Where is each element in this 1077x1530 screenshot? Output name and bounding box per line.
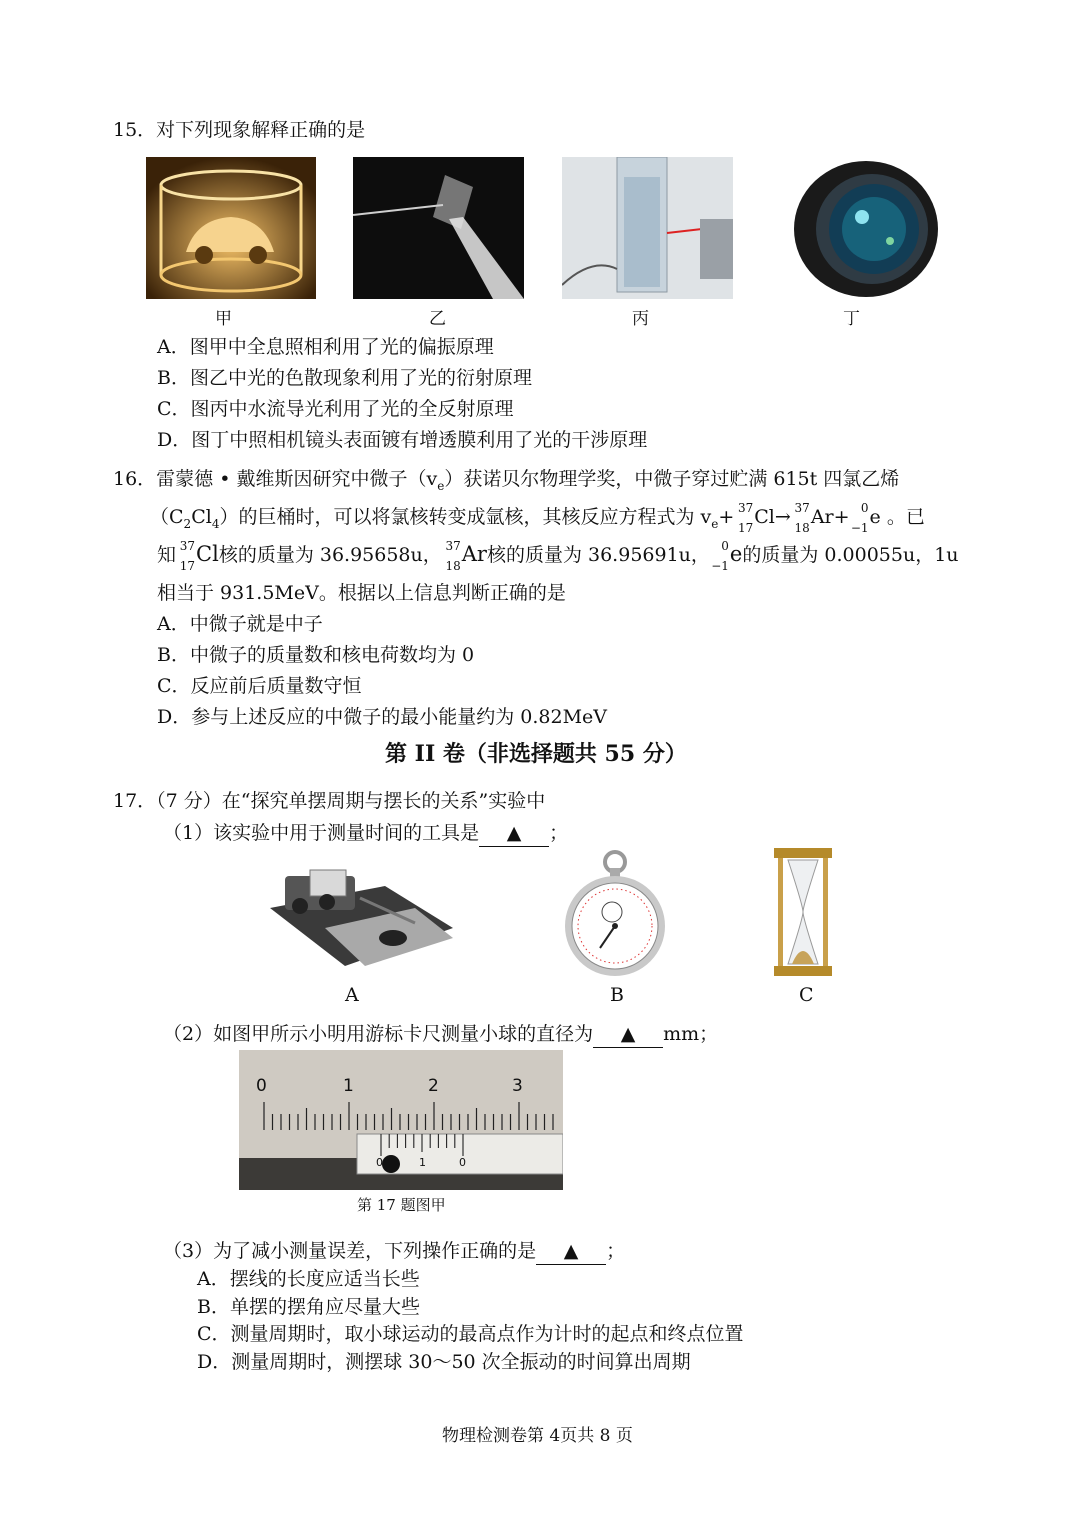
q16-option-c: C．反应前后质量数守恒 — [157, 675, 362, 697]
camera-lens-photo — [766, 157, 938, 299]
q15-option-a: A．图甲中全息照相利用了光的偏振原理 — [157, 336, 494, 358]
tool-label-a: A — [345, 984, 359, 1006]
q17-part3: （3）为了减小测量误差，下列操作正确的是 ▲ ； — [163, 1238, 625, 1265]
q17-part3-option-a: A．摆线的长度应适当长些 — [197, 1268, 420, 1290]
q16-line3: 知 37 17 Cl核的质量为 36.95658u， 37 18 Ar核的质量为 36.95691u， 0 −1 e的质量为 0.00055u，1u — [157, 539, 959, 573]
q15-option-c: C．图丙中水流导光利用了光的全反射原理 — [157, 398, 514, 420]
vernier-scale-0: 0 — [376, 1156, 383, 1169]
q17-part2: （2）如图甲所示小明用游标卡尺测量小球的直径为 ▲ mm； — [163, 1021, 718, 1048]
cl-nuclide: 37 17 — [737, 501, 754, 535]
caption-jia: 甲 — [215, 309, 232, 329]
vernier-scale-end: 0 — [459, 1156, 466, 1169]
figure-caption: 第 17 题图甲 — [357, 1196, 446, 1214]
q16-option-d: D．参与上述反应的中微子的最小能量约为 0.82MeV — [157, 706, 607, 728]
ar-nuclide: 37 18 — [794, 501, 810, 535]
caption-bing: 丙 — [632, 309, 649, 329]
q16-option-b: B．中微子的质量数和核电荷数均为 0 — [157, 644, 475, 666]
q17-part3-option-c: C．测量周期时，取小球运动的最高点作为计时的起点和终点位置 — [197, 1323, 744, 1345]
q16-line2: $(C_2Cl_4)$的巨桶时，可以将氯核转变成氩核，其核反应方程式为 $v_e+$ 37 17 Cl→ 37 18 Ar+ 0 −1 e 。已 — [150, 501, 925, 535]
caption-yi: 乙 — [429, 309, 446, 329]
main-scale-0: 0 — [256, 1076, 267, 1096]
section-2-title: 第 II 卷（非选择题共 55 分） — [385, 741, 687, 767]
q16-line1: 16．雷蒙德 • 戴维斯因研究中微子$(v_e)$获诺贝尔物理学奖，中微子穿过贮满 615t 四氯乙烯 — [113, 468, 900, 493]
stopwatch-image — [560, 848, 670, 976]
main-scale-2: 2 — [428, 1076, 439, 1096]
main-scale-1: 1 — [343, 1076, 354, 1096]
answer-blank-1[interactable]: ▲ — [479, 820, 549, 847]
q17-part3-option-d: D．测量周期时，测摆球 30～50 次全振动的时间算出周期 — [197, 1351, 691, 1373]
q17-part3-option-b: B．单摆的摆角应尽量大些 — [197, 1296, 420, 1318]
vernier-scale-1: 1 — [419, 1156, 426, 1169]
q15-stem: 15．对下列现象解释正确的是 — [113, 119, 366, 141]
q15-option-d: D．图丁中照相机镜头表面镀有增透膜利用了光的干涉原理 — [157, 429, 648, 451]
q16-option-a: A．中微子就是中子 — [157, 613, 323, 635]
hourglass-image — [770, 846, 836, 978]
answer-blank-2[interactable]: ▲ — [593, 1021, 663, 1048]
prism-photo — [353, 157, 524, 299]
ticker-timer-image — [265, 858, 455, 976]
hologram-photo — [146, 157, 316, 299]
q16-line4: 相当于 931.5MeV。根据以上信息判断正确的是 — [157, 582, 566, 604]
tool-label-b: B — [610, 984, 624, 1006]
main-scale-3: 3 — [512, 1076, 523, 1096]
answer-blank-3[interactable]: ▲ — [536, 1238, 606, 1265]
q17-stem: 17．（7 分）在“探究单摆周期与摆长的关系”实验中 — [113, 790, 546, 812]
vernier-caliper-image — [239, 1050, 563, 1190]
light-guide-photo — [562, 157, 733, 299]
tool-label-c: C — [799, 984, 814, 1006]
q17-part1: （1）该实验中用于测量时间的工具是 ▲ ； — [163, 820, 568, 847]
caption-ding: 丁 — [843, 309, 860, 329]
page-footer: 物理检测卷第 4页共 8 页 — [442, 1426, 633, 1446]
q15-option-b: B．图乙中光的色散现象利用了光的衍射原理 — [157, 367, 532, 389]
electron-nuclide: 0 −1 — [850, 501, 869, 535]
